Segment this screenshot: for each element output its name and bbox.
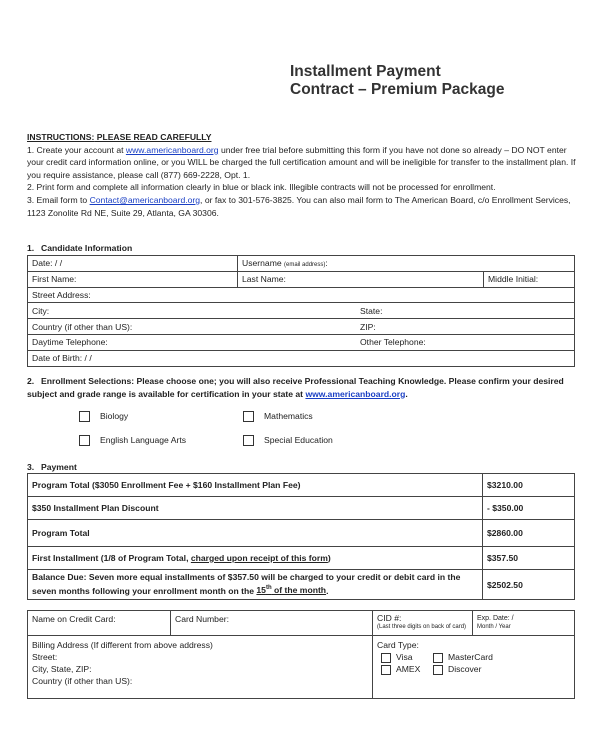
city-state-row <box>28 303 575 319</box>
section-title: Candidate Information <box>41 243 133 253</box>
payment-row-label: Program Total <box>28 520 483 547</box>
billing-heading: Billing Address (If different from above address) <box>32 640 213 650</box>
username-field[interactable] <box>238 256 575 272</box>
enrollment-section-heading <box>27 375 567 400</box>
instruction-3-text-a: 3. Email form to <box>27 194 90 205</box>
balance-label <box>28 570 483 600</box>
card-type-visa[interactable] <box>381 651 413 663</box>
balance-text-a: Balance Due: Seven more equal installments of $357.50 will be charged to your credit or debit card in the seven months following your enrollment month on the <box>32 572 461 596</box>
option-mathematics[interactable] <box>243 411 313 422</box>
first-installment-text-a: First Installment (1/8 of Program Total, <box>32 553 191 563</box>
amex-label: AMEX <box>396 664 421 674</box>
mastercard-label: MasterCard <box>448 652 493 662</box>
instructions-block <box>27 131 582 219</box>
biology-label: Biology <box>100 411 129 421</box>
balance-text-b: . <box>326 585 329 596</box>
option-biology[interactable] <box>79 411 128 422</box>
section-title: Payment <box>41 462 77 472</box>
username-hint: (email address) <box>284 262 326 269</box>
payment-row-amount: - $350.00 <box>483 497 575 520</box>
special-education-checkbox[interactable] <box>243 435 254 446</box>
contact-email-link[interactable]: Contact@americanboard.org <box>89 194 201 205</box>
english-label: English Language Arts <box>100 435 187 445</box>
billing-street-field[interactable]: Street: <box>32 652 58 662</box>
payment-row-amount: $2860.00 <box>483 520 575 547</box>
balance-amount: $2502.50 <box>483 570 575 600</box>
billing-city-field[interactable]: City, State, ZIP: <box>32 664 92 674</box>
page-title <box>290 63 505 99</box>
first-installment-amount: $357.50 <box>483 547 575 570</box>
username-colon: : <box>325 258 328 269</box>
zip-field[interactable]: ZIP: <box>360 321 376 332</box>
credit-card-table <box>27 610 575 699</box>
dob-field[interactable]: Date of Birth: / / <box>28 350 575 366</box>
first-name-field[interactable]: First Name: <box>28 271 238 287</box>
section-number: 1. <box>27 243 35 253</box>
country-field[interactable]: Country (if other than US): <box>32 321 133 332</box>
enrollment-site-link[interactable]: www.americanboard.org <box>305 388 406 399</box>
cid-label: CID #: <box>377 613 402 623</box>
card-type-mastercard[interactable] <box>433 651 493 663</box>
mathematics-checkbox[interactable] <box>243 411 254 422</box>
card-type-amex[interactable] <box>381 663 420 675</box>
discover-checkbox[interactable] <box>433 665 443 675</box>
city-field[interactable]: City: <box>32 305 50 316</box>
card-type-discover[interactable] <box>433 663 481 675</box>
title-line-1: Installment Payment <box>290 63 441 80</box>
daytime-phone-field[interactable]: Daytime Telephone: <box>32 337 108 348</box>
instruction-1-text-a: 1. Create your account at <box>27 144 126 155</box>
instruction-3 <box>27 194 582 219</box>
billing-country-field[interactable]: Country (if other than US): <box>32 676 133 686</box>
payment-row-first-installment <box>28 547 575 570</box>
payment-row <box>28 497 575 520</box>
option-english[interactable] <box>79 435 186 446</box>
exp-hint: Month / Year <box>477 624 511 630</box>
payment-row <box>28 474 575 497</box>
instruction-2: 2. Print form and complete all information clearly in blue or black ink. Illegible contracts will not be processed for enrollment. <box>27 182 496 193</box>
payment-row-label: Program Total ($3050 Enrollment Fee + $160 Installment Plan Fee) <box>28 474 483 497</box>
balance-day-suffix: th <box>265 585 272 592</box>
mastercard-checkbox[interactable] <box>433 653 443 663</box>
payment-row-amount: $3210.00 <box>483 474 575 497</box>
billing-address-block <box>28 636 373 699</box>
middle-initial-field[interactable]: Middle Initial: <box>484 271 575 287</box>
visa-label: Visa <box>396 652 413 662</box>
card-number-field[interactable]: Card Number: <box>171 611 373 636</box>
card-type-label: Card Type: <box>377 640 419 650</box>
payment-section-heading <box>27 462 77 472</box>
other-phone-field[interactable]: Other Telephone: <box>360 337 426 348</box>
payment-row <box>28 520 575 547</box>
phone-row <box>28 334 575 350</box>
payment-row-label: $350 Installment Plan Discount <box>28 497 483 520</box>
payment-row-balance <box>28 570 575 600</box>
payment-table <box>27 473 575 600</box>
section-number: 2. <box>27 376 35 386</box>
country-zip-row <box>28 319 575 335</box>
username-label: Username <box>242 258 282 269</box>
discover-label: Discover <box>448 664 482 674</box>
enrollment-heading-period: . <box>405 388 408 399</box>
instruction-1 <box>27 144 582 182</box>
card-type-block <box>373 636 575 699</box>
americanboard-link[interactable]: www.americanboard.org <box>125 144 219 155</box>
special-education-label: Special Education <box>264 435 333 445</box>
english-checkbox[interactable] <box>79 435 90 446</box>
state-field[interactable]: State: <box>360 305 383 316</box>
instructions-heading: INSTRUCTIONS: <box>27 132 95 142</box>
instructions-heading-rest: PLEASE READ CAREFULLY <box>94 132 212 142</box>
cid-field[interactable] <box>373 611 473 636</box>
balance-text-underline: of the month <box>271 585 327 596</box>
mathematics-label: Mathematics <box>264 411 313 421</box>
exp-label: Exp. Date: / <box>477 615 514 622</box>
biology-checkbox[interactable] <box>79 411 90 422</box>
balance-day: 15 <box>256 585 266 596</box>
candidate-info-table <box>27 255 575 367</box>
visa-checkbox[interactable] <box>381 653 391 663</box>
street-address-field[interactable]: Street Address: <box>28 287 575 303</box>
date-field[interactable]: Date: / / <box>28 256 238 272</box>
exp-date-field[interactable] <box>473 611 575 636</box>
cid-hint: (Last three digits on back of card) <box>377 624 467 630</box>
first-installment-text-b: ) <box>327 553 331 563</box>
instruction-3-text-b: , or fax to 301-576-3825. You can also mail form to The American Board, c/o Enrollment Services, 1123 Zonolite Rd NE, Suite 29, Atlanta, GA 30306. <box>27 194 571 218</box>
card-name-field[interactable]: Name on Credit Card: <box>28 611 171 636</box>
amex-checkbox[interactable] <box>381 665 391 675</box>
instruction-1-text-b: under free trial before submitting this form if you have not done so already – DO NOT enter your credit card information online, or you WILL be charged the full certification amount and will be ineligible for transfer to the installment plan. If you require assistance, please call (877) 669-2228, Opt. 1. <box>27 144 576 180</box>
first-installment-label <box>28 547 483 570</box>
section-number: 3. <box>27 462 35 472</box>
enrollment-heading-text: Enrollment Selections: Please choose one; you will also receive Professional Teaching Knowledge. Please confirm your desired subject and grade range is available for certification in your state at <box>27 376 564 399</box>
last-name-field[interactable]: Last Name: <box>238 271 484 287</box>
title-line-2: Contract – Premium Package <box>290 81 505 98</box>
first-installment-underline: charged upon receipt of this form <box>190 553 328 563</box>
option-special-education[interactable] <box>243 435 333 446</box>
candidate-section-heading <box>27 243 132 253</box>
